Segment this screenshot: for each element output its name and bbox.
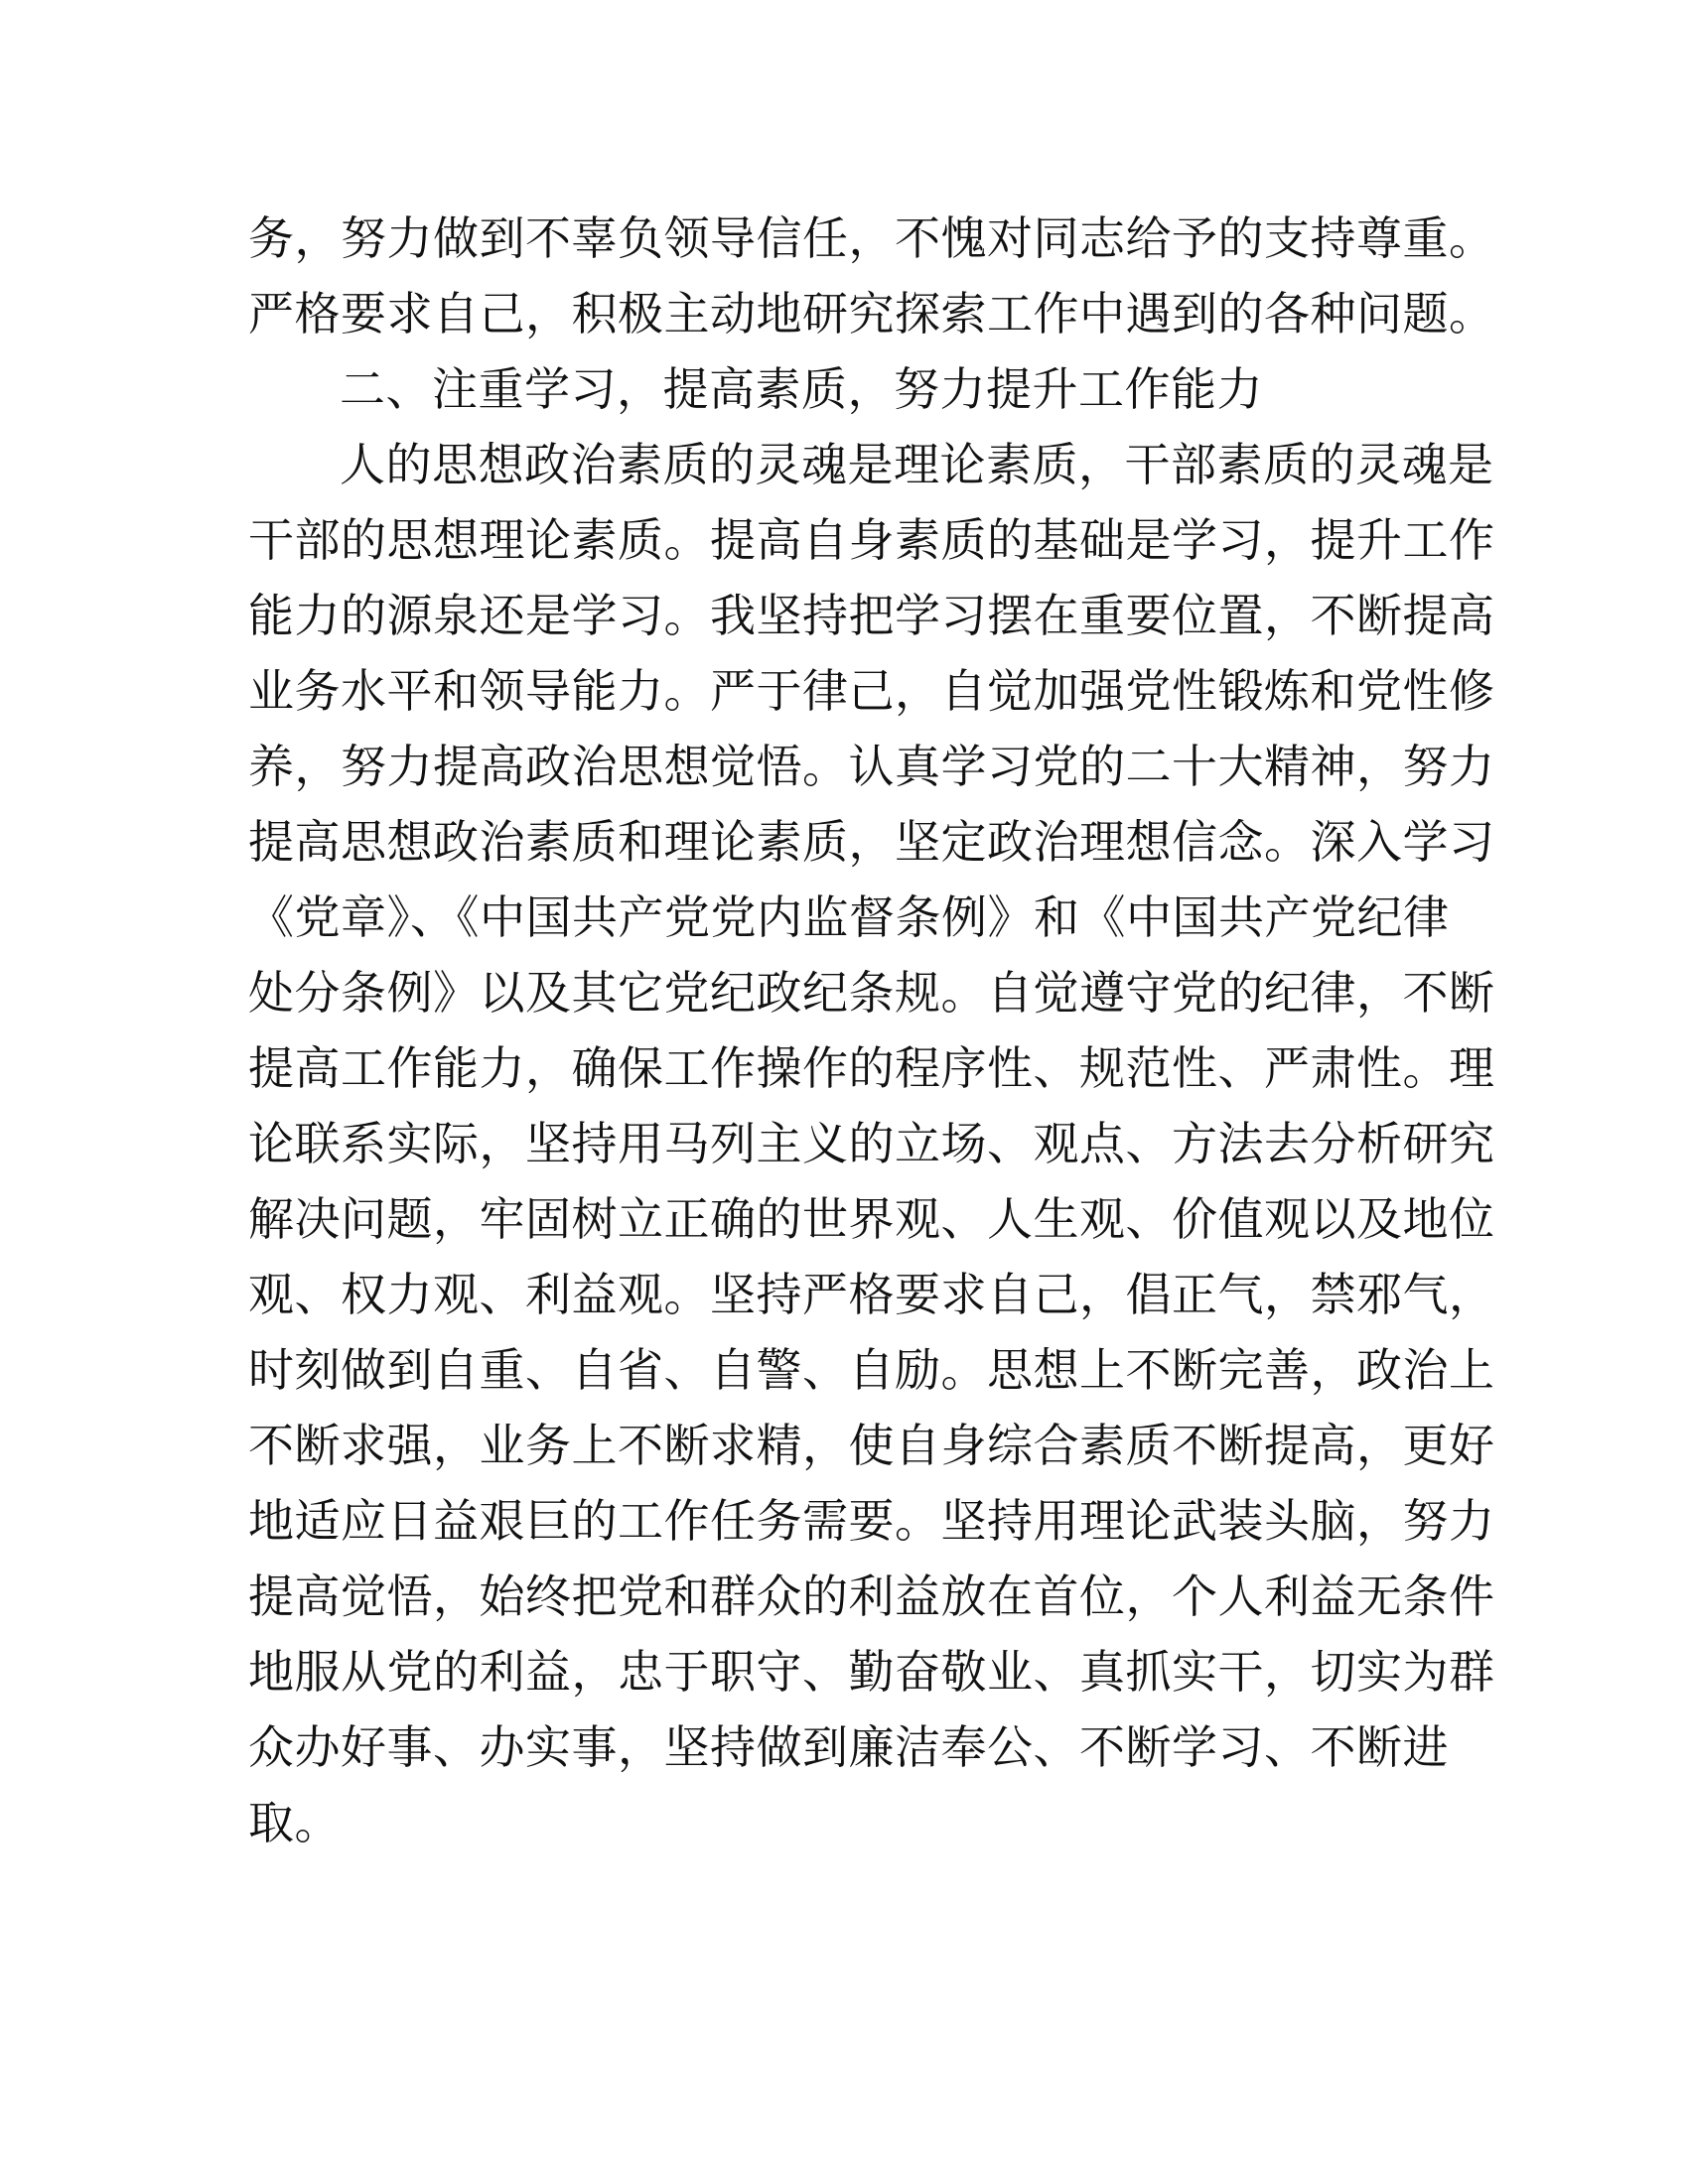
paragraph-line: 众办好事、办实事，坚持做到廉洁奉公、不断学习、不断进 [248,1720,1449,1774]
paragraph-line: 人的思想政治素质的灵魂是理论素质，干部素质的灵魂是 [340,438,1494,491]
paragraph-line: 取。 [248,1796,341,1849]
body-paragraph [248,427,1495,1860]
section-heading: 二、注重学习，提高素质，努力提升工作能力 [340,362,1263,416]
paragraph-line: 务，努力做到不辜负领导信任，不愧对同志给予的支持尊重。 [248,211,1495,265]
paragraph-line: 论联系实际，坚持用马列主义的立场、观点、方法去分析研究 [248,1117,1495,1170]
paragraph-line: 业务水平和领导能力。严于律己，自觉加强党性锻炼和党性修 [248,664,1495,718]
paragraph-line: 时刻做到自重、自省、自警、自励。思想上不断完善，政治上 [248,1343,1495,1397]
paragraph-line: 提高思想政治素质和理论素质，坚定政治理想信念。深入学习 [248,815,1495,869]
paragraph-line: 地服从党的利益，忠于职守、勤奋敬业、真抓实干，切实为群 [248,1645,1495,1699]
paragraph-line: 养，努力提高政治思想觉悟。认真学习党的二十大精神，努力 [248,740,1495,793]
paragraph-line: 严格要求自己，积极主动地研究探索工作中遇到的各种问题。 [248,287,1495,341]
paragraph-line: 《党章》、《中国共产党党内监督条例》和《中国共产党纪律 [248,890,1450,944]
paragraph-line: 观、权力观、利益观。坚持严格要求自己，倡正气，禁邪气， [248,1268,1495,1321]
paragraph-line: 解决问题，牢固树立正确的世界观、人生观、价值观以及地位 [248,1192,1495,1246]
paragraph-line: 地适应日益艰巨的工作任务需要。坚持用理论武装头脑，努力 [248,1494,1495,1548]
carryover-paragraph [248,201,1495,351]
paragraph-line: 能力的源泉还是学习。我坚持把学习摆在重要位置，不断提高 [248,589,1495,642]
paragraph-line: 提高觉悟，始终把党和群众的利益放在首位，个人利益无条件 [248,1570,1495,1623]
document-body [248,201,1495,1860]
paragraph-line: 处分条例》以及其它党纪政纪条规。自觉遵守党的纪律，不断 [248,966,1495,1020]
paragraph-line: 不断求强，业务上不断求精，使自身综合素质不断提高，更好 [248,1419,1495,1472]
paragraph-line: 干部的思想理论素质。提高自身素质的基础是学习，提升工作 [248,513,1495,567]
paragraph-line: 提高工作能力，确保工作操作的程序性、规范性、严肃性。理 [248,1041,1495,1095]
